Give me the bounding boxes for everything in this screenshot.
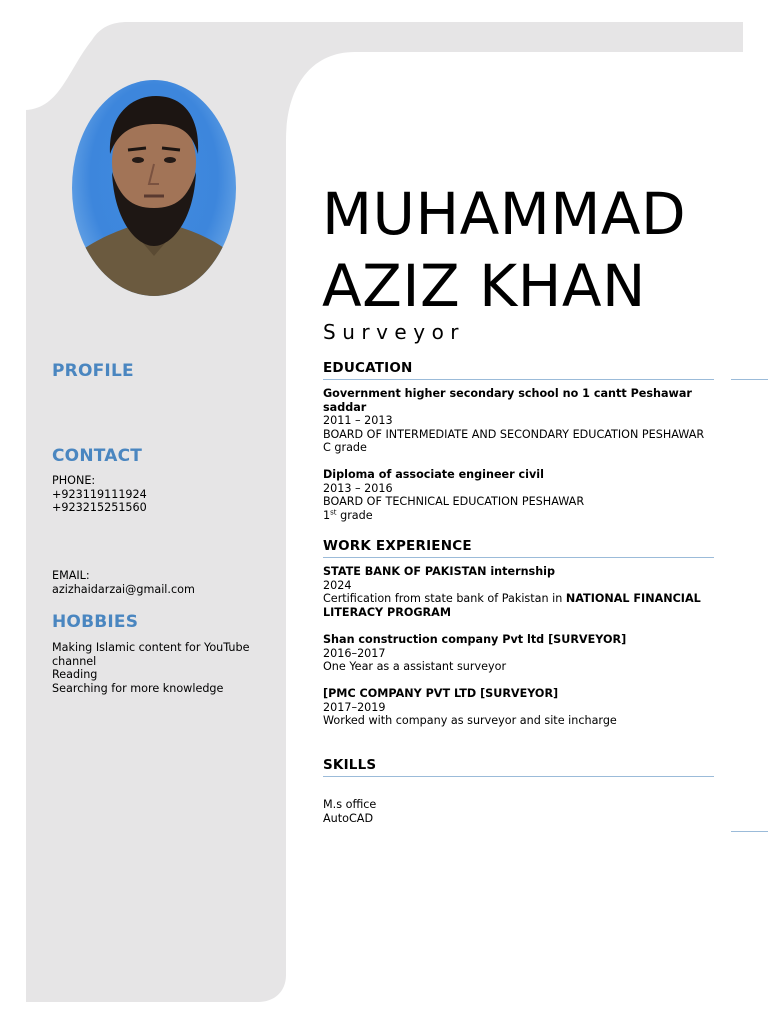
skill-item: M.s office <box>323 798 377 811</box>
education-title: Diploma of associate engineer civil <box>323 468 544 481</box>
person-portrait-icon <box>72 80 236 296</box>
skills-divider-ext <box>731 831 768 832</box>
candidate-name <box>322 178 686 322</box>
education-title: Government higher secondary school no 1 cantt Peshawar <box>323 387 692 400</box>
phone-number-1: +923119111924 <box>52 487 147 501</box>
skills-divider <box>323 776 714 777</box>
work-experience-heading: WORK EXPERIENCE <box>323 538 472 554</box>
job-title: Surveyor <box>323 320 466 344</box>
education-board: BOARD OF TECHNICAL EDUCATION PESHAWAR <box>323 495 585 509</box>
contact-email-block <box>52 569 195 596</box>
work-years: 2017–2019 <box>323 700 386 714</box>
hobbies-list <box>52 641 249 695</box>
name-line-2: AZIZ KHAN <box>322 252 646 320</box>
education-grade: 1st grade <box>323 508 373 522</box>
profile-photo <box>72 80 236 296</box>
skills-list <box>323 798 718 825</box>
work-description: Worked with company as surveyor and site incharge <box>323 714 617 728</box>
phone-label: PHONE: <box>52 474 96 487</box>
education-board: BOARD OF INTERMEDIATE AND SECONDARY EDUCATION PESHAWAR <box>323 427 705 441</box>
work-years: 2024 <box>323 578 352 592</box>
education-heading: EDUCATION <box>323 360 413 376</box>
contact-phone-block <box>52 474 147 515</box>
work-item <box>323 633 718 674</box>
work-description-cont: LITERACY PROGRAM <box>323 605 451 619</box>
work-item <box>323 565 718 619</box>
work-years: 2016–2017 <box>323 646 386 660</box>
hobby-item: Searching for more knowledge <box>52 681 224 695</box>
work-title: [PMC COMPANY PVT LTD [SURVEYOR] <box>323 687 559 700</box>
hobbies-heading: HOBBIES <box>52 612 139 632</box>
education-divider <box>323 379 714 380</box>
work-item <box>323 687 718 728</box>
hobby-item: Making Islamic content for YouTube <box>52 641 250 654</box>
work-title: STATE BANK OF PAKISTAN internship <box>323 565 556 578</box>
education-years: 2013 – 2016 <box>323 481 393 495</box>
email-label: EMAIL: <box>52 569 90 582</box>
hobby-item: channel <box>52 654 97 668</box>
email-address: azizhaidarzai@gmail.com <box>52 582 195 596</box>
skill-item: AutoCAD <box>323 811 374 825</box>
work-title: Shan construction company Pvt ltd [SURVEYOR] <box>323 633 627 646</box>
education-divider-ext <box>731 379 768 380</box>
work-divider <box>323 557 714 558</box>
skills-heading: SKILLS <box>323 757 377 773</box>
work-description: One Year as a assistant surveyor <box>323 660 507 674</box>
name-line-1: MUHAMMAD <box>322 180 687 248</box>
education-title-cont: saddar <box>323 400 367 414</box>
work-description: Certification from state bank of Pakistan in NATIONAL FINANCIAL <box>323 592 701 606</box>
phone-number-2: +923215251560 <box>52 501 147 515</box>
education-item <box>323 387 718 455</box>
education-item <box>323 468 718 522</box>
contact-heading: CONTACT <box>52 446 143 466</box>
education-years: 2011 – 2013 <box>323 414 393 428</box>
hobby-item: Reading <box>52 668 98 682</box>
profile-heading: PROFILE <box>52 361 134 381</box>
education-grade: C grade <box>323 441 367 455</box>
